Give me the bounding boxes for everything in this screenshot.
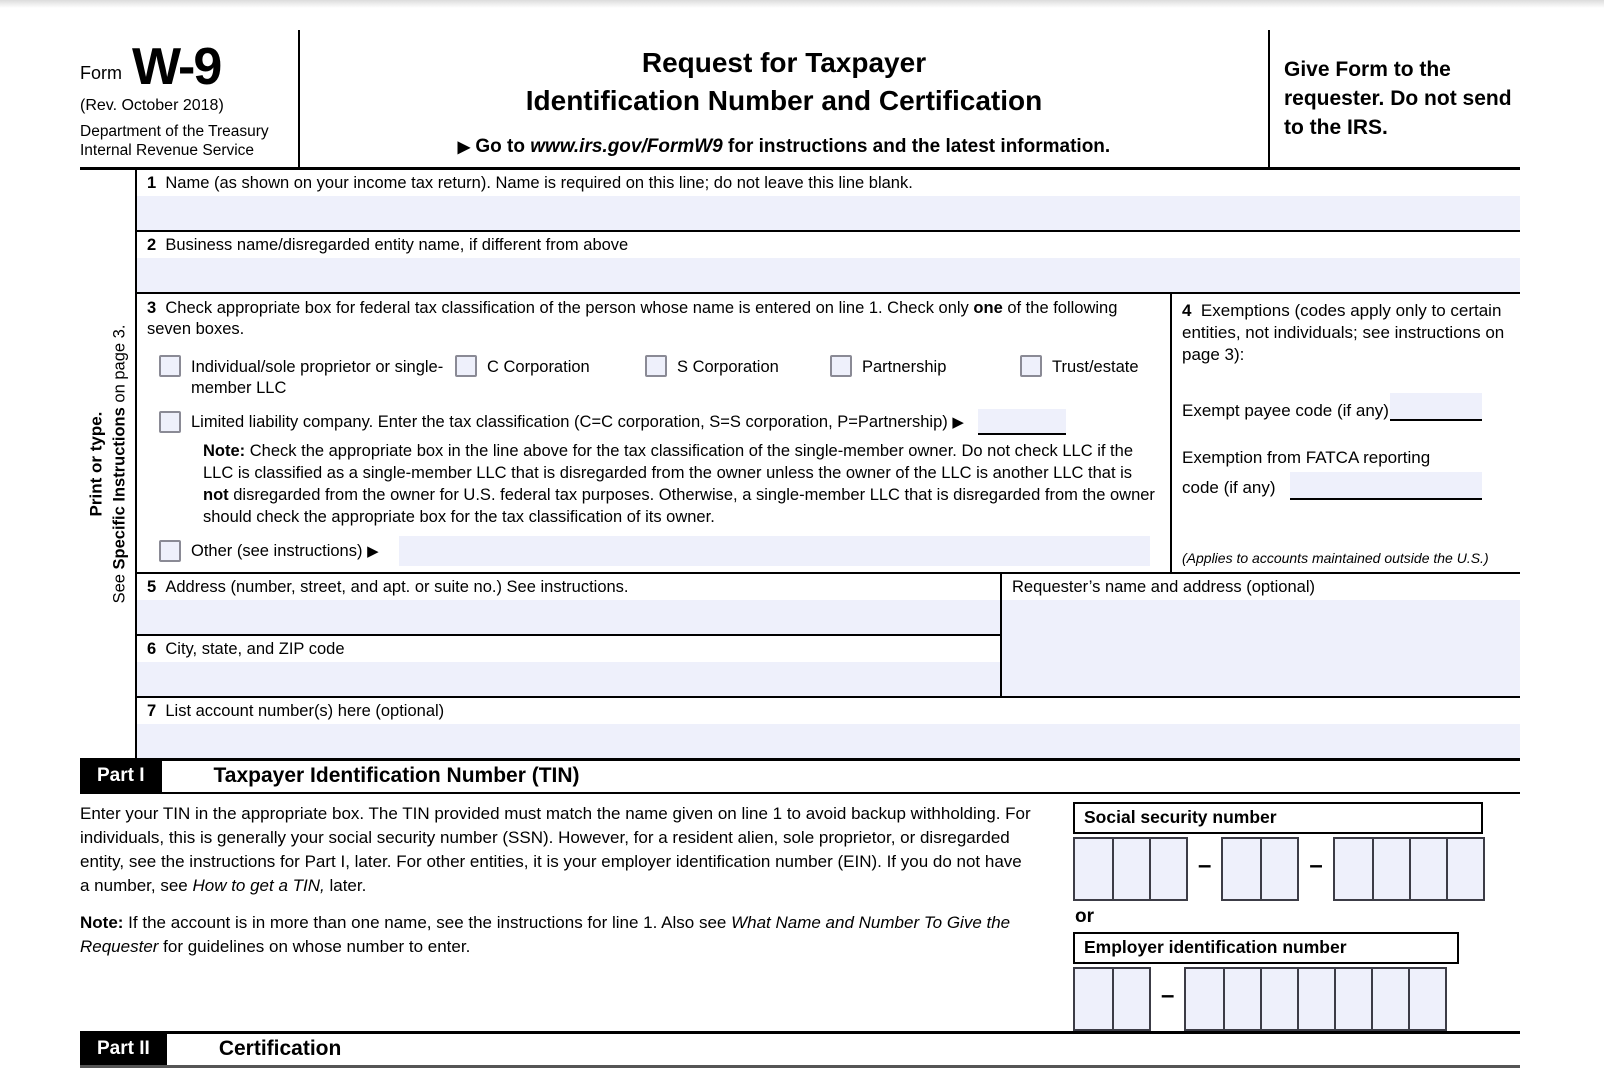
s-corporation-checkbox[interactable] [645,355,667,377]
ssn-cell-3[interactable] [1149,839,1186,899]
partnership-label: Partnership [862,358,947,377]
header-left-block [80,30,300,167]
ssn-cell-4[interactable] [1223,839,1260,899]
header-center-block [300,30,1270,167]
tin-entry-area [1073,802,1520,1031]
classification-option-s-corporation [645,355,830,399]
form-header [80,30,1520,170]
requester-name-address-input[interactable] [1002,600,1520,696]
form-title: Request for Taxpayer Identification Number and Certification [525,46,1043,116]
business-name-input[interactable] [137,258,1520,292]
ssn-dash-1: – [1198,852,1212,880]
part1-body [80,794,1520,1031]
ein-cell-3[interactable] [1186,969,1223,1029]
ein-cells [1073,967,1520,1031]
line1-row [137,170,1520,232]
line2-row [137,232,1520,294]
fatca-code-input[interactable] [1290,472,1482,500]
account-numbers-input[interactable] [137,724,1520,758]
box4-label: 4 Exemptions (codes apply only to certain entities, not individuals; see instructions on page 3): [1182,300,1505,365]
department-line: Department of the Treasury [80,122,269,140]
or-separator: or [1075,906,1094,928]
requester-box [1002,574,1520,696]
irs-url[interactable]: www.irs.gov/FormW9 [530,135,723,157]
ssn-header-box: Social security number [1073,802,1483,834]
exempt-payee-code-input[interactable] [1390,393,1482,421]
s-corporation-label: S Corporation [677,358,779,377]
part1-header-bar [80,758,1520,794]
part1-title: Taxpayer Identification Number (TIN) [213,764,580,788]
classification-and-exemptions-section [137,294,1520,575]
print-or-type-sidebar [80,170,137,759]
tax-classification-section [137,294,1170,573]
irs-line: Internal Revenue Service [80,142,255,160]
other-checkbox[interactable] [159,540,181,562]
ein-cell-5[interactable] [1260,969,1297,1029]
ein-dash: – [1161,982,1175,1010]
line2-label: 2 Business name/disregarded entity name, if different from above [147,235,629,254]
classification-option-trust-estate [1020,355,1139,399]
line5-label: 5 Address (number, street, and apt. or suite no.) See instructions. [147,578,629,597]
individual-checkbox[interactable] [159,355,181,377]
trust-estate-label: Trust/estate [1052,358,1139,377]
line7-row [137,698,1520,758]
tin-note-paragraph: Note: If the account is in more than one name, see the instructions for line 1. Also see What Name and Number To Give the Requester for guidelines on whose number to enter. [80,912,1011,956]
ssn-cell-9[interactable] [1446,839,1483,899]
c-corporation-label: C Corporation [487,358,590,377]
exempt-payee-row [1182,393,1508,421]
fatca-label-line2: code (if any) [1182,477,1276,497]
right-arrow-icon: ▶ [457,138,471,156]
ein-cell-2[interactable] [1112,969,1149,1029]
page-top-edge [0,0,1604,8]
requester-label: Requester’s name and address (optional) [1012,578,1315,597]
form-body [80,170,1520,759]
trust-estate-checkbox[interactable] [1020,355,1042,377]
name-input[interactable] [137,196,1520,230]
form-word: Form [80,62,122,83]
llc-note: Note: Check the appropriate box in the line above for the tax classification of the single-member owner. Do not check LLC if the LLC is classified as a single-member LLC that is disregarded from the owner unless the owner of the LLC is another LLC that is not disregarded from the owner for U.S. federal tax purposes. Otherwise, a single-member LLC that is disregarded from the owner should check the appropriate box for the tax classification of its owner. [203,442,1155,527]
ein-cell-8[interactable] [1371,969,1408,1029]
right-arrow-icon: ▶ [367,542,379,560]
part2-title: Certification [218,1037,342,1061]
ein-cell-6[interactable] [1297,969,1334,1029]
form-revision: (Rev. October 2018) [80,96,224,114]
ein-header-box: Employer identification number [1073,932,1459,964]
ssn-cell-7[interactable] [1372,839,1409,899]
classification-option-individual [159,355,455,399]
partnership-checkbox[interactable] [830,355,852,377]
address-and-requester-section [137,574,1520,698]
ssn-dash-2: – [1309,852,1323,880]
part2-header-bar [80,1031,1520,1068]
give-form-notice: Give Form to the requester. Do not send to the IRS. [1284,58,1512,139]
applies-outside-us-note: (Applies to accounts maintained outside the U.S.) [1182,550,1489,567]
other-label: Other (see instructions) ▶ [191,541,379,560]
line7-label: 7 List account number(s) here (optional) [147,702,445,721]
ein-cell-1[interactable] [1075,969,1112,1029]
classification-option-other [159,536,1162,566]
ssn-cell-2[interactable] [1112,839,1149,899]
tin-instructions-paragraph: Enter your TIN in the appropriate box. The TIN provided must match the name given on line 1 to avoid backup withholding. For individuals, this is generally your social security number (SSN). However, for a resident alien, sole proprietor, or disregarded entity, see the instructions for Part I, later. For other entities, it is your employer identification number (EIN). If you do not have a number, see How to get a TIN, later. [80,804,1031,896]
llc-classification-input[interactable] [978,409,1066,435]
c-corporation-checkbox[interactable] [455,355,477,377]
line1-label: 1 Name (as shown on your income tax return). Name is required on this line; do not leave this line blank. [147,173,913,192]
classification-option-c-corporation [455,355,645,399]
fatca-label-line1: Exemption from FATCA reporting [1182,447,1431,467]
ein-cell-9[interactable] [1408,969,1445,1029]
classification-checkbox-row [159,355,1162,399]
city-state-zip-input[interactable] [137,662,1000,696]
llc-checkbox[interactable] [159,411,181,433]
ein-cell-7[interactable] [1334,969,1371,1029]
part2-badge: Part II [80,1034,167,1065]
llc-label: Limited liability company. Enter the tax classification (C=C corporation, S=S corporation, P=Partnership) ▶ [191,412,964,431]
ein-cell-4[interactable] [1223,969,1260,1029]
part1-instructions [80,802,1073,1031]
ssn-cell-5[interactable] [1260,839,1297,899]
individual-label: Individual/sole proprietor or single-member LLC [191,358,444,398]
ssn-cell-8[interactable] [1409,839,1446,899]
exempt-payee-label: Exempt payee code (if any) [1182,400,1389,420]
line6-row [137,636,1000,696]
ssn-cells [1073,837,1520,901]
sidebar-vertical-label: Print or type. See Specific Instructions on page 3. [85,324,128,604]
classification-option-llc [159,409,1162,435]
right-arrow-icon: ▶ [952,413,964,431]
fatca-row [1182,445,1508,501]
form-number: W-9 [132,38,221,96]
goto-instructions-line: ▶ Go to www.irs.gov/FormW9 for instructions and the latest information. [457,135,1111,157]
ssn-cell-6[interactable] [1335,839,1372,899]
ssn-cell-1[interactable] [1075,839,1112,899]
classification-option-partnership [830,355,1020,399]
other-input[interactable] [399,536,1150,566]
exemptions-section [1170,294,1520,573]
line5-row [137,574,1000,636]
part1-badge: Part I [80,761,162,792]
line3-label: 3 Check appropriate box for federal tax classification of the person whose name is entered on line 1. Check only one of the following seven boxes. [147,298,1118,339]
line6-label: 6 City, state, and ZIP code [147,640,345,659]
address-input[interactable] [137,600,1000,634]
